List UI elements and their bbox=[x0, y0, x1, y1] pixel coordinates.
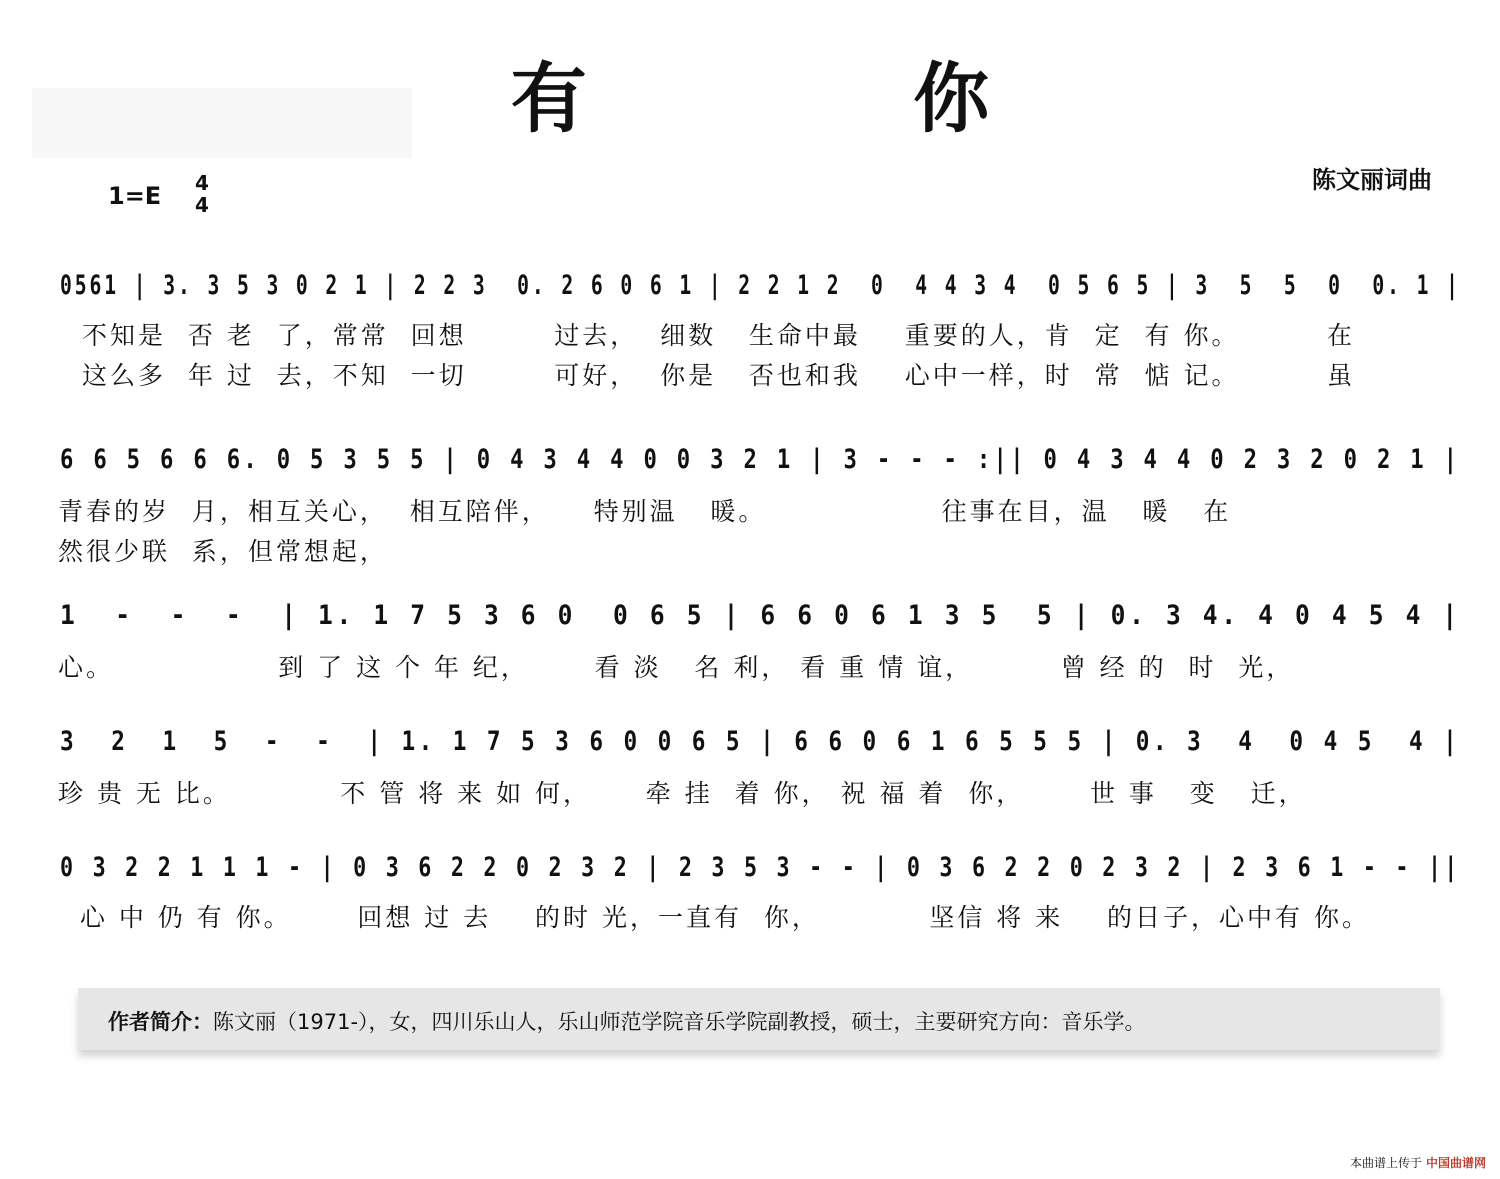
lyric-row-3: 心。 到 了 这 个 年 纪， 看 淡 名 利， 看 重 情 谊， 曾 经 的 时 光， bbox=[58, 653, 1295, 682]
notation-row-1: 0561 | 3. 3 5 3 0 2 1 | 2 2 3 0. 2 6 0 6 1 | 2 2 1 2 0 4 4 3 4 0 5 6 5 | 3 5 5 0 0. 1 | bbox=[60, 270, 1461, 301]
upload-source bbox=[1350, 1154, 1486, 1171]
composer-credit: 陈文丽词曲 bbox=[1312, 166, 1432, 194]
lyric-row-1-verse-1: 不知是 否 老 了，常常 回想 过去， 细数 生命中最 重要的人，肯 定 有 你。 在 bbox=[82, 321, 1356, 350]
author-bio bbox=[108, 1006, 1146, 1036]
site-logo-text: 中国曲谱网 bbox=[1425, 1156, 1486, 1170]
key-signature: 1=E bbox=[108, 182, 162, 210]
notation-row-2: 6 6 5 6 6 6. 0 5 3 5 5 | 0 4 3 4 4 0 0 3 2 1 | 3 - - - :|| 0 4 3 4 4 0 2 3 2 0 2 1 | bbox=[60, 444, 1461, 475]
lyric-row-4: 珍 贵 无 比。 不 管 将 来 如 何， 牵 挂 着 你， 祝 福 着 你， 世 事 变 迁， bbox=[58, 779, 1307, 808]
time-signature bbox=[188, 172, 216, 216]
time-signature-bottom: 4 bbox=[195, 193, 209, 217]
author-bio-text: 陈文丽（1971-），女，四川乐山人，乐山师范学院音乐学院副教授，硕士，主要研究方向：音乐学。 bbox=[213, 1010, 1146, 1034]
author-bio-label: 作者简介： bbox=[108, 1010, 213, 1034]
lyric-row-2-verse-2: 然很少联 系，但常想起， bbox=[58, 537, 388, 566]
notation-row-3: 1 - - - | 1. 1 7 5 3 6 0 0 6 5 | 6 6 0 6 1 3 5 5 | 0. 3 4. 4 0 4 5 4 | bbox=[60, 600, 1461, 631]
lyric-row-5: 心 中 仍 有 你。 回想 过 去 的时 光，一直有 你， 坚信 将 来 的日子，心中有 你。 bbox=[58, 903, 1370, 932]
song-title: 有 你 bbox=[510, 54, 1140, 143]
lyric-row-2-verse-1: 青春的岁 月，相互关心， 相互陪伴， 特别温 暖。 往事在目，温 暖 在 bbox=[58, 497, 1232, 526]
notation-row-5: 0 3 2 2 1 1 1 - | 0 3 6 2 2 0 2 3 2 | 2 3 5 3 - - | 0 3 6 2 2 0 2 3 2 | 2 3 6 1 - - || bbox=[60, 852, 1461, 883]
lyric-row-1-verse-2: 这么多 年 过 去，不知 一切 可好， 你是 否也和我 心中一样，时 常 惦 记。 虽 bbox=[82, 361, 1356, 390]
upload-prefix: 本曲谱上传于 bbox=[1349, 1156, 1422, 1170]
author-bio-box bbox=[78, 988, 1440, 1050]
notation-row-4: 3 2 1 5 - - | 1. 1 7 5 3 6 0 0 6 5 | 6 6 0 6 1 6 5 5 5 | 0. 3 4 0 4 5 4 | bbox=[60, 726, 1461, 757]
time-signature-top: 4 bbox=[195, 171, 209, 195]
